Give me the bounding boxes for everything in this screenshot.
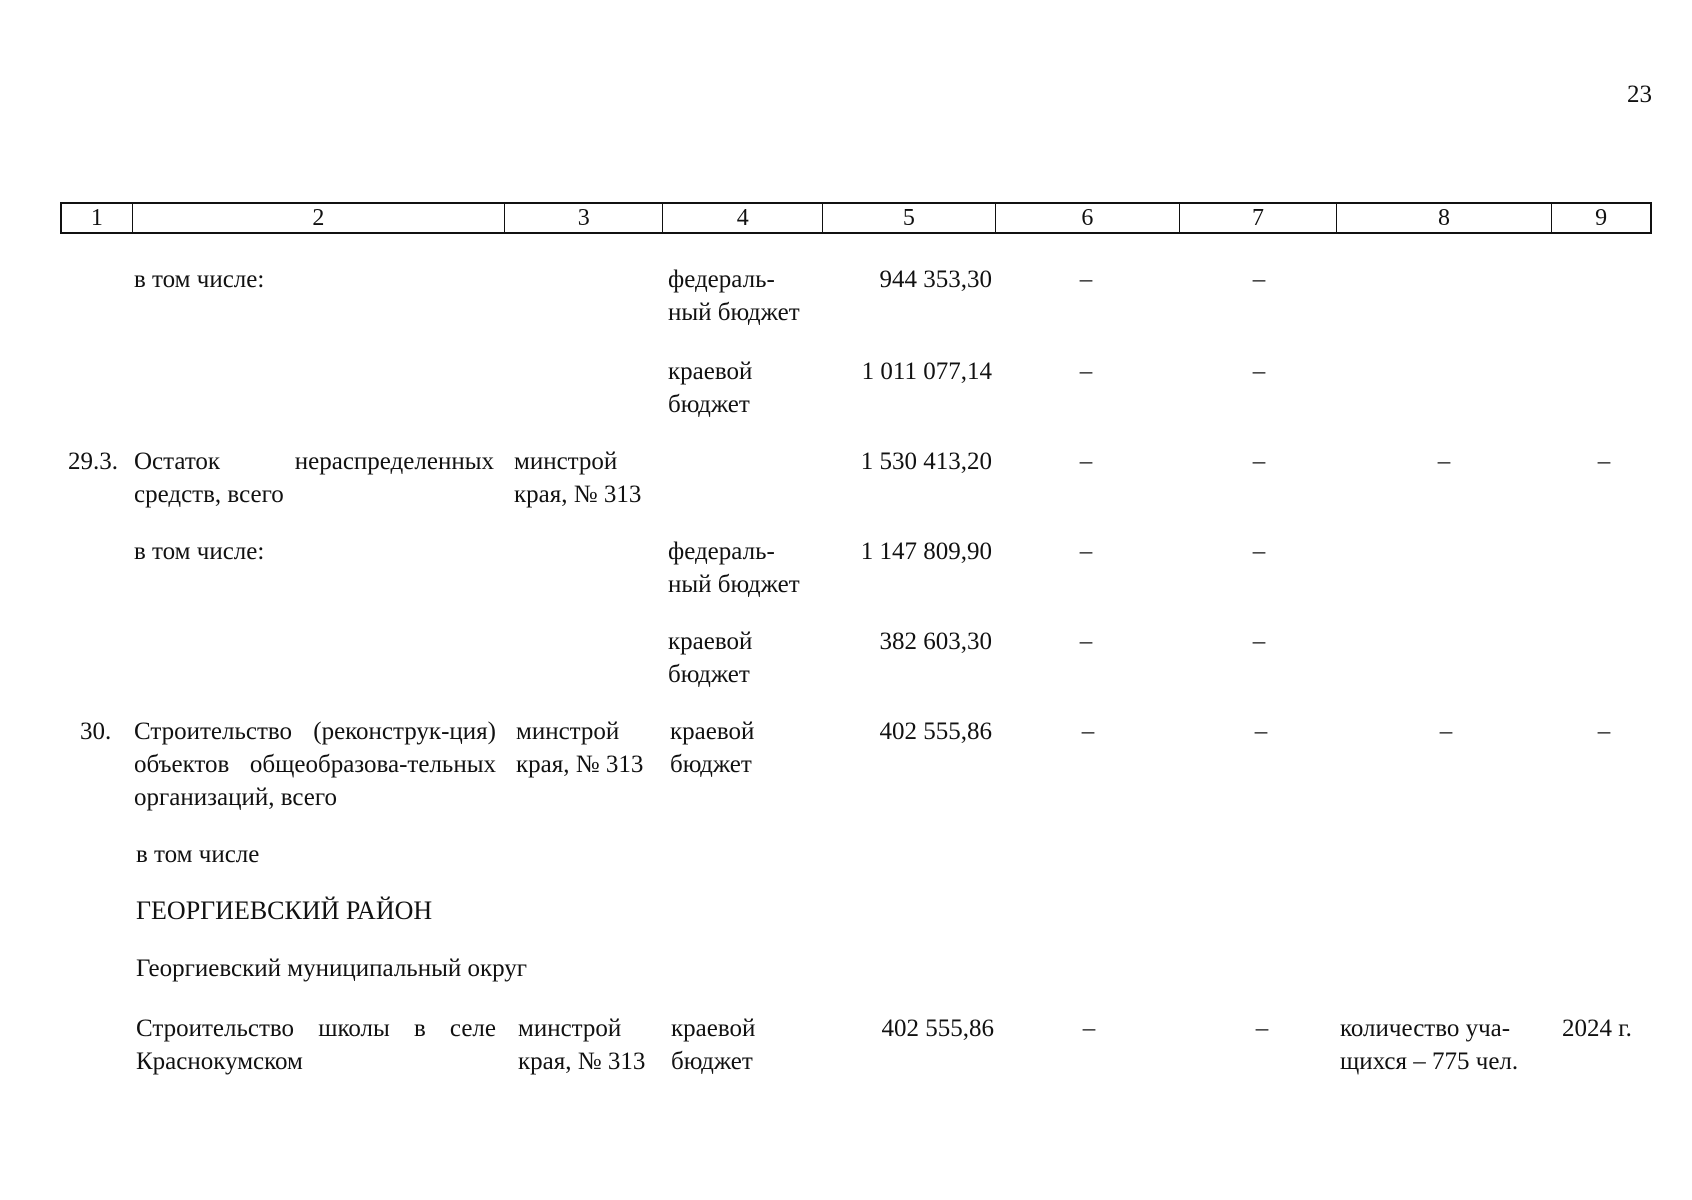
header-col-4: 4 [663, 204, 823, 232]
row-label: в том числе [136, 841, 260, 868]
page-number: 23 [1627, 81, 1652, 108]
amount: 1 147 809,90 [860, 538, 992, 565]
amount: 402 555,86 [881, 1015, 994, 1042]
funding-source: краевой бюджет [668, 628, 753, 688]
col8-value: количество уча- щихся – 775 чел. [1340, 1015, 1519, 1075]
col7-value: – [1252, 628, 1266, 655]
header-col-6: 6 [996, 204, 1181, 232]
executor: минстрой края, № 313 [516, 718, 644, 778]
municipality-heading: Георгиевский муниципальный округ [136, 955, 528, 982]
executor: минстрой края, № 313 [518, 1015, 646, 1075]
district-heading: ГЕОРГИЕВСКИЙ РАЙОН [136, 896, 433, 925]
col7-value: – [1252, 266, 1266, 293]
amount: 1 011 077,14 [861, 358, 992, 385]
item-name: Строительство (реконструк-ция) объектов общеобразова-тельных организаций, всего [134, 718, 496, 811]
col7-value: – [1252, 358, 1266, 385]
table-header-row [60, 202, 1652, 234]
col8-value: – [1439, 718, 1453, 745]
funding-source: краевой бюджет [671, 1015, 756, 1075]
col9-value: – [1597, 448, 1611, 475]
item-name: Строительство школы в селе Краснокумском [136, 1015, 496, 1075]
col7-value: – [1252, 538, 1266, 565]
col7-value: – [1255, 1015, 1269, 1042]
amount: 382 603,30 [879, 628, 992, 655]
funding-source: федераль- ный бюджет [668, 266, 800, 326]
amount: 944 353,30 [879, 266, 992, 293]
col6-value: – [1079, 266, 1093, 293]
item-name: Остаток нераспределенных средств, всего [134, 448, 494, 508]
col6-value: – [1079, 448, 1093, 475]
item-number: 30. [80, 718, 112, 745]
item-number: 29.3. [68, 448, 118, 475]
row-label: в том числе: [134, 538, 265, 565]
header-col-1: 1 [62, 204, 133, 232]
funding-source: краевой бюджет [670, 718, 755, 778]
col7-value: – [1252, 448, 1266, 475]
col6-value: – [1079, 538, 1093, 565]
header-col-9: 9 [1595, 205, 1608, 231]
col6-value: – [1082, 1015, 1096, 1042]
funding-source: краевой бюджет [668, 358, 753, 418]
header-col-7: 7 [1180, 204, 1337, 232]
col9-value: – [1597, 718, 1611, 745]
col6-value: – [1079, 358, 1093, 385]
col8-value: – [1437, 448, 1451, 475]
header-col-8: 8 [1337, 204, 1552, 232]
amount: 1 530 413,20 [860, 448, 992, 475]
col7-value: – [1254, 718, 1268, 745]
col6-value: – [1081, 718, 1095, 745]
header-col-2: 2 [133, 204, 505, 232]
col9-value: 2024 г. [1562, 1015, 1632, 1042]
amount: 402 555,86 [879, 718, 992, 745]
header-col-5: 5 [823, 204, 996, 232]
header-col-3: 3 [505, 204, 664, 232]
executor: минстрой края, № 313 [514, 448, 642, 508]
row-label: в том числе: [134, 266, 265, 293]
col6-value: – [1079, 628, 1093, 655]
funding-source: федераль- ный бюджет [668, 538, 800, 598]
